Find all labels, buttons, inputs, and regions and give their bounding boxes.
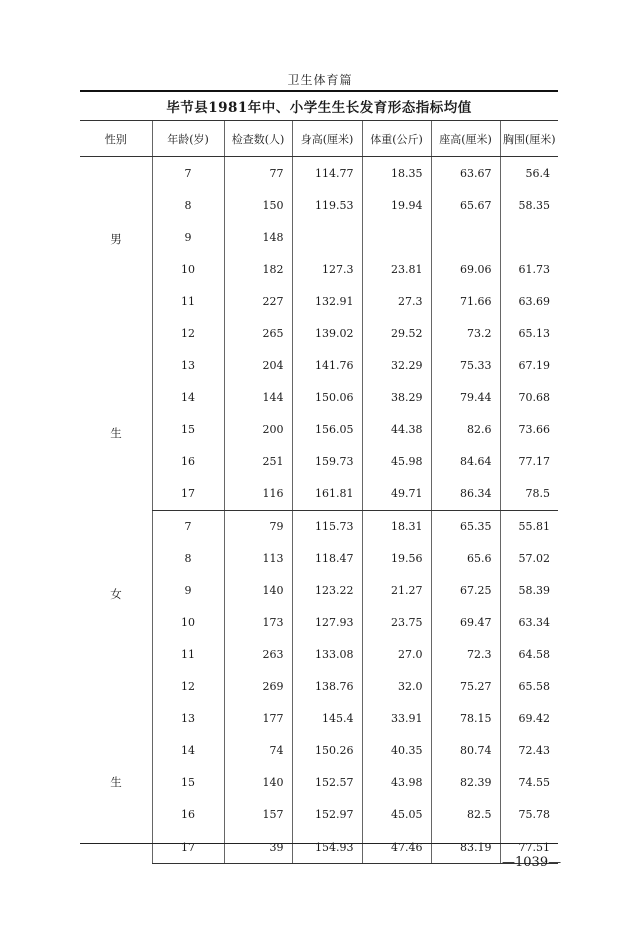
count-cell: 265 <box>224 317 292 349</box>
height-cell: 161.81 <box>292 477 362 510</box>
weight-cell: 40.35 <box>362 735 431 767</box>
weight-cell: 47.46 <box>362 831 431 864</box>
chest-cell: 77.51 <box>500 831 558 864</box>
height-cell: 133.08 <box>292 639 362 671</box>
sitting-height-cell: 65.35 <box>431 510 500 543</box>
weight-cell: 23.81 <box>362 253 431 285</box>
weight-cell: 18.31 <box>362 510 431 543</box>
count-cell: 177 <box>224 703 292 735</box>
height-cell: 114.77 <box>292 157 362 190</box>
count-cell: 182 <box>224 253 292 285</box>
sitting-height-cell: 63.67 <box>431 157 500 190</box>
height-cell: 115.73 <box>292 510 362 543</box>
age-cell: 8 <box>152 543 224 575</box>
sitting-height-cell: 75.27 <box>431 671 500 703</box>
chest-cell: 72.43 <box>500 735 558 767</box>
count-cell: 144 <box>224 381 292 413</box>
weight-cell: 44.38 <box>362 413 431 445</box>
sitting-height-cell: 84.64 <box>431 445 500 477</box>
chest-cell: 55.81 <box>500 510 558 543</box>
count-cell: 148 <box>224 221 292 253</box>
column-header-sex: 性别 <box>80 121 152 157</box>
count-cell: 263 <box>224 639 292 671</box>
column-header-chest: 胸围(厘米) <box>500 121 558 157</box>
sitting-height-cell: 80.74 <box>431 735 500 767</box>
age-cell: 11 <box>152 639 224 671</box>
age-cell: 13 <box>152 703 224 735</box>
weight-cell: 49.71 <box>362 477 431 510</box>
chest-cell: 74.55 <box>500 767 558 799</box>
female-sex-cell <box>80 510 152 864</box>
count-cell: 116 <box>224 477 292 510</box>
top-rule <box>80 90 558 92</box>
weight-cell: 33.91 <box>362 703 431 735</box>
count-cell: 173 <box>224 607 292 639</box>
male-label-top: 男 <box>110 232 122 247</box>
count-cell: 204 <box>224 349 292 381</box>
table-title: 毕节县1981年中、小学生生长发育形态指标均值 <box>166 100 472 116</box>
height-cell: 127.93 <box>292 607 362 639</box>
weight-cell: 18.35 <box>362 157 431 190</box>
age-cell: 12 <box>152 671 224 703</box>
weight-cell <box>362 221 431 253</box>
age-cell: 14 <box>152 381 224 413</box>
weight-cell: 32.29 <box>362 349 431 381</box>
weight-cell: 43.98 <box>362 767 431 799</box>
female-label-bottom: 生 <box>110 775 122 790</box>
sitting-height-cell: 82.39 <box>431 767 500 799</box>
chest-cell: 67.19 <box>500 349 558 381</box>
sitting-height-cell: 75.33 <box>431 349 500 381</box>
sitting-height-cell: 78.15 <box>431 703 500 735</box>
page-number: —1039— <box>502 855 562 870</box>
chest-cell: 64.58 <box>500 639 558 671</box>
height-cell: 132.91 <box>292 285 362 317</box>
chest-cell: 56.4 <box>500 157 558 190</box>
count-cell: 113 <box>224 543 292 575</box>
chest-cell: 73.66 <box>500 413 558 445</box>
sitting-height-cell: 69.06 <box>431 253 500 285</box>
weight-cell: 29.52 <box>362 317 431 349</box>
male-label-bottom: 生 <box>110 426 122 441</box>
weight-cell: 45.98 <box>362 445 431 477</box>
weight-cell: 27.3 <box>362 285 431 317</box>
sitting-height-cell: 82.6 <box>431 413 500 445</box>
header-row <box>80 121 558 157</box>
chest-cell: 58.39 <box>500 575 558 607</box>
count-cell: 74 <box>224 735 292 767</box>
sitting-height-cell: 65.67 <box>431 189 500 221</box>
sitting-height-cell: 71.66 <box>431 285 500 317</box>
column-header-count: 检查数(人) <box>224 121 292 157</box>
table-row <box>80 510 558 543</box>
column-header-height: 身高(厘米) <box>292 121 362 157</box>
chest-cell: 58.35 <box>500 189 558 221</box>
height-cell: 141.76 <box>292 349 362 381</box>
height-cell: 154.93 <box>292 831 362 864</box>
weight-cell: 21.27 <box>362 575 431 607</box>
height-cell: 138.76 <box>292 671 362 703</box>
chest-cell: 77.17 <box>500 445 558 477</box>
count-cell: 150 <box>224 189 292 221</box>
sitting-height-cell: 67.25 <box>431 575 500 607</box>
chest-cell: 78.5 <box>500 477 558 510</box>
count-cell: 200 <box>224 413 292 445</box>
sitting-height-cell <box>431 221 500 253</box>
sitting-height-cell: 69.47 <box>431 607 500 639</box>
table-body <box>80 157 558 864</box>
chest-cell: 63.34 <box>500 607 558 639</box>
age-cell: 8 <box>152 189 224 221</box>
column-header-weight: 体重(公斤) <box>362 121 431 157</box>
count-cell: 251 <box>224 445 292 477</box>
column-header-sitting-height: 座高(厘米) <box>431 121 500 157</box>
age-cell: 13 <box>152 349 224 381</box>
chest-cell: 75.78 <box>500 799 558 831</box>
age-cell: 9 <box>152 575 224 607</box>
height-cell: 152.97 <box>292 799 362 831</box>
weight-cell: 27.0 <box>362 639 431 671</box>
height-cell: 145.4 <box>292 703 362 735</box>
sitting-height-cell: 83.19 <box>431 831 500 864</box>
bottom-rule <box>80 843 558 844</box>
sitting-height-cell: 79.44 <box>431 381 500 413</box>
age-cell: 17 <box>152 831 224 864</box>
chest-cell: 61.73 <box>500 253 558 285</box>
chest-cell: 65.58 <box>500 671 558 703</box>
weight-cell: 19.56 <box>362 543 431 575</box>
age-cell: 7 <box>152 510 224 543</box>
height-cell: 139.02 <box>292 317 362 349</box>
age-cell: 9 <box>152 221 224 253</box>
weight-cell: 19.94 <box>362 189 431 221</box>
height-cell: 127.3 <box>292 253 362 285</box>
age-cell: 15 <box>152 413 224 445</box>
age-cell: 10 <box>152 253 224 285</box>
sitting-height-cell: 82.5 <box>431 799 500 831</box>
running-head: 卫生体育篇 <box>287 73 353 87</box>
height-cell: 150.26 <box>292 735 362 767</box>
chest-cell: 69.42 <box>500 703 558 735</box>
count-cell: 140 <box>224 767 292 799</box>
height-cell: 118.47 <box>292 543 362 575</box>
chest-cell: 70.68 <box>500 381 558 413</box>
table-row <box>80 157 558 190</box>
sitting-height-cell: 73.2 <box>431 317 500 349</box>
count-cell: 227 <box>224 285 292 317</box>
height-cell: 156.05 <box>292 413 362 445</box>
female-label-top: 女 <box>110 587 122 602</box>
growth-table <box>80 121 558 864</box>
height-cell: 119.53 <box>292 189 362 221</box>
age-cell: 16 <box>152 445 224 477</box>
count-cell: 140 <box>224 575 292 607</box>
age-cell: 17 <box>152 477 224 510</box>
height-cell: 159.73 <box>292 445 362 477</box>
chest-cell: 65.13 <box>500 317 558 349</box>
column-header-age: 年龄(岁) <box>152 121 224 157</box>
height-cell <box>292 221 362 253</box>
height-cell: 123.22 <box>292 575 362 607</box>
sitting-height-cell: 72.3 <box>431 639 500 671</box>
sitting-height-cell: 86.34 <box>431 477 500 510</box>
count-cell: 77 <box>224 157 292 190</box>
age-cell: 11 <box>152 285 224 317</box>
weight-cell: 38.29 <box>362 381 431 413</box>
height-cell: 152.57 <box>292 767 362 799</box>
count-cell: 269 <box>224 671 292 703</box>
weight-cell: 45.05 <box>362 799 431 831</box>
count-cell: 39 <box>224 831 292 864</box>
age-cell: 10 <box>152 607 224 639</box>
count-cell: 79 <box>224 510 292 543</box>
chest-cell: 57.02 <box>500 543 558 575</box>
sitting-height-cell: 65.6 <box>431 543 500 575</box>
chest-cell <box>500 221 558 253</box>
chest-cell: 63.69 <box>500 285 558 317</box>
age-cell: 14 <box>152 735 224 767</box>
age-cell: 12 <box>152 317 224 349</box>
weight-cell: 23.75 <box>362 607 431 639</box>
age-cell: 7 <box>152 157 224 190</box>
age-cell: 15 <box>152 767 224 799</box>
weight-cell: 32.0 <box>362 671 431 703</box>
age-cell: 16 <box>152 799 224 831</box>
height-cell: 150.06 <box>292 381 362 413</box>
male-sex-cell <box>80 157 152 511</box>
count-cell: 157 <box>224 799 292 831</box>
